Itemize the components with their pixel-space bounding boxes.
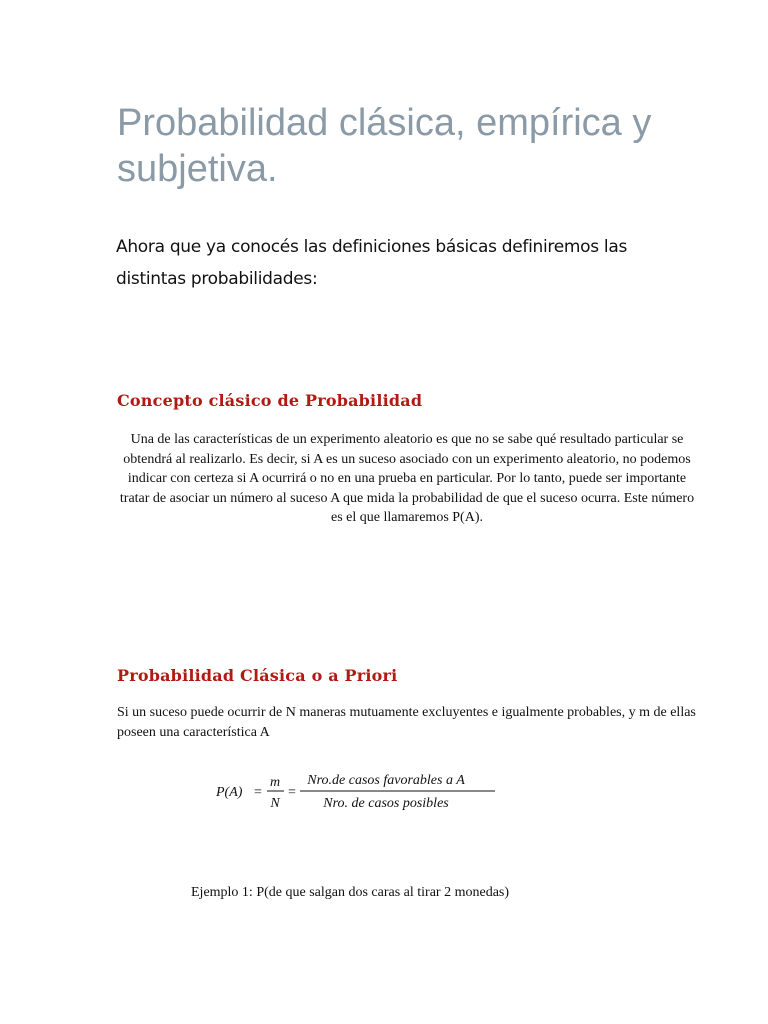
page-title: Probabilidad clásica, empírica y subjetiva. bbox=[117, 102, 652, 190]
formula-frac2-numerator: Nro.de casos favorables a A bbox=[307, 773, 465, 788]
formula-equals-1: = bbox=[254, 785, 262, 800]
formula-lhs: P(A) bbox=[216, 785, 243, 800]
formula-frac1-numerator: m bbox=[269, 775, 281, 790]
section-heading-a-priori: Probabilidad Clásica o a Priori bbox=[117, 666, 398, 685]
formula-frac1-denominator: N bbox=[270, 796, 280, 811]
formula-equals-2: = bbox=[288, 785, 296, 800]
formula-frac2-denominator: Nro. de casos posibles bbox=[323, 796, 449, 811]
section-body-classic-concept: Una de las características de un experimento aleatorio es que no se sabe qué resultado particular se obtendrá al realizarlo. Es decir, si A es un suceso asociado con un experimento aleatorio, no podemos indicar con certeza si A ocurrirá o no en una prueba en particular. Por lo tanto, puede ser importante tratar de asociar un número al suceso A que mida la probabilidad de que el suceso ocurra. Este número es el que llamaremos P(A). bbox=[119, 432, 695, 525]
intro-paragraph: Ahora que ya conocés las definiciones básicas definiremos las distintas probabilidades: bbox=[116, 237, 628, 289]
probability-formula bbox=[214, 764, 534, 824]
section-heading-classic-concept: Concepto clásico de Probabilidad bbox=[117, 391, 423, 410]
example-line: Ejemplo 1: P(de que salgan dos caras al tirar 2 monedas) bbox=[191, 885, 510, 900]
section-body-a-priori: Si un suceso puede ocurrir de N maneras mutuamente excluyentes e igualmente probables, y m de ellas poseen una característica A bbox=[117, 705, 696, 740]
